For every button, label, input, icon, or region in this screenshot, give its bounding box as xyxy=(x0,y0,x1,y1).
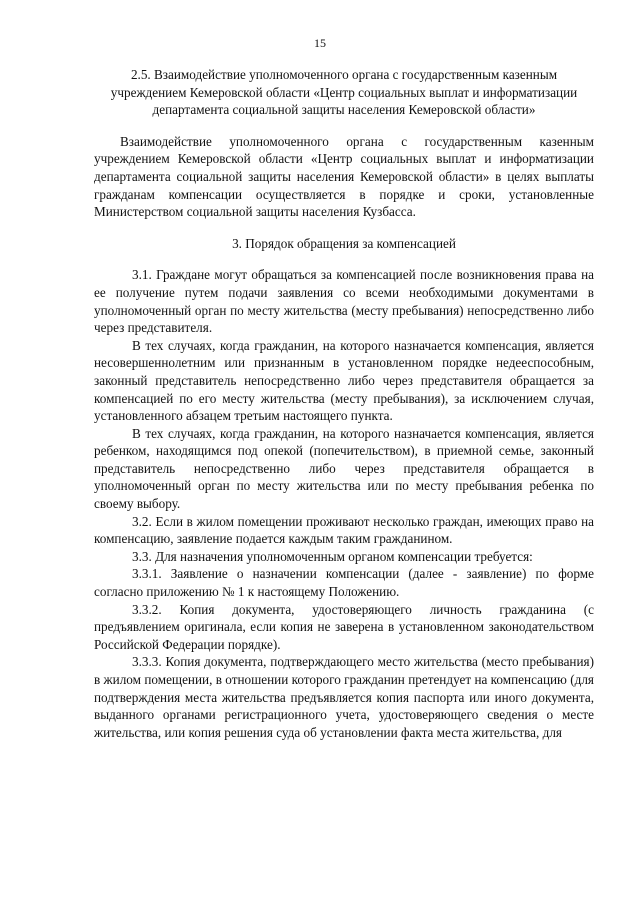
section-2-5-title: 2.5. Взаимодействие уполномоченного органа с государственным казенным учреждением Кемеровской области «Центр социальных выплат и информатизации департамента социальной защиты населения Кемеровской области» xyxy=(110,67,578,118)
paragraph-3-1-minor: В тех случаях, когда гражданин, на которого назначается компенсация, является несовершеннолетним или признанным в установленном порядке недееспособным, законный представитель непосредственно либо через представителя обращается за компенсацией по его месту жительства (месту пребывания), за исключением случая, установленного абзацем третьим настоящего пункта. xyxy=(94,337,594,424)
paragraph-3-2: 3.2. Если в жилом помещении проживают несколько граждан, имеющих право на компенсацию, заявление подается каждым таким гражданином. xyxy=(94,513,594,547)
page-number: 15 xyxy=(314,36,326,50)
section-2-5-paragraph: Взаимодействие уполномоченного органа с государственным казенным учреждением Кемеровской области «Центр социальных выплат и информатизации департамента социальной защиты населения Кемеровской области» в целях выплаты гражданам компенсации осуществляется в порядке и сроки, установленные Министерством социальной защиты населения Кузбасса. xyxy=(94,133,594,220)
paragraph-3-1: 3.1. Граждане могут обращаться за компенсацией после возникновения права на ее получение путем подачи заявления со всеми необходимыми документами в уполномоченный орган по месту жительства (месту пребывания) непосредственно либо через представителя. xyxy=(94,267,594,336)
paragraph-3-3-2: 3.3.2. Копия документа, удостоверяющего личность гражданина (с предъявлением оригинала, если копия не заверена в установленном законодательством Российской Федерации порядке). xyxy=(94,601,594,652)
paragraph-3-3-1: 3.3.1. Заявление о назначении компенсации (далее - заявление) по форме согласно приложению № 1 к настоящему Положению. xyxy=(94,566,594,600)
paragraph-3-3: 3.3. Для назначения уполномоченным органом компенсации требуется: xyxy=(132,548,533,564)
document-body xyxy=(94,66,594,741)
paragraph-3-3-3: 3.3.3. Копия документа, подтверждающего место жительства (место пребывания) в жилом помещении, в отношении которого гражданин претендует на компенсацию (для подтверждения места жительства предъявляется копия паспорта или иного документа, выданного органами регистрационного учета, удостоверяющего сведения о месте жительства, или копия решения суда об установлении факта места жительства, для xyxy=(94,654,594,740)
paragraph-3-1-child: В тех случаях, когда гражданин, на которого назначается компенсация, является ребенком, находящимся под опекой (попечительством), в приемной семье, законный представитель непосредственно либо через представителя обращается в уполномоченный орган по месту жительства или по месту пребывания ребенка по своему выбору. xyxy=(94,425,594,512)
section-3-heading: 3. Порядок обращения за компенсацией xyxy=(232,235,456,251)
